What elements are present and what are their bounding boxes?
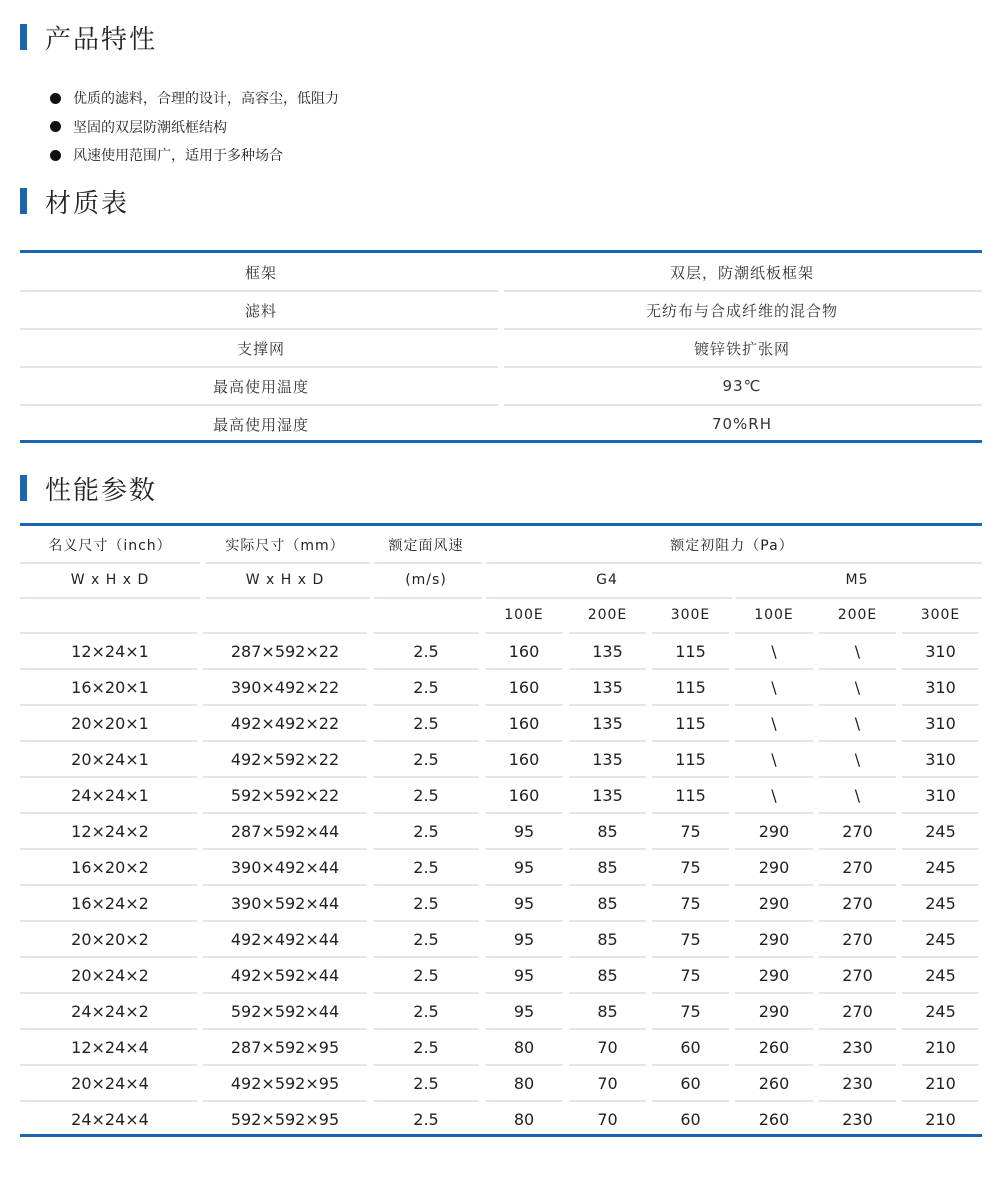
cell-m5-100e: 290	[758, 965, 790, 985]
table-row	[20, 670, 982, 704]
cell-m5-200e: 270	[842, 1001, 873, 1021]
cell-g4-300e: 115	[675, 641, 706, 661]
cell-m5-200e: \	[854, 677, 861, 697]
cell-face-velocity: 2.5	[413, 1109, 439, 1129]
cell-m5-200e: 270	[842, 821, 873, 841]
cell-m5-300e: 245	[925, 821, 956, 841]
cell-g4-100e: 95	[513, 821, 535, 841]
cell-nominal-size: 20×20×2	[71, 929, 149, 949]
cell-face-velocity: 2.5	[413, 713, 439, 733]
feature-list	[50, 84, 339, 170]
cell-nominal-size: 12×24×1	[71, 641, 149, 661]
table-row	[20, 886, 982, 920]
header-g4-200e: 200E	[587, 607, 628, 623]
cell-g4-200e: 70	[597, 1109, 618, 1129]
cell-nominal-size: 24×24×1	[71, 785, 149, 805]
cell-g4-300e: 75	[680, 965, 701, 985]
performance-table-bottom-rule	[20, 1134, 982, 1137]
cell-g4-200e: 135	[592, 749, 623, 769]
cell-nominal-size: 20×24×2	[71, 965, 149, 985]
material-value: 无纺布与合成纤维的混合物	[645, 301, 838, 320]
table-row	[20, 922, 982, 956]
header-row	[20, 598, 982, 632]
cell-m5-200e: 270	[842, 893, 873, 913]
material-row	[20, 253, 982, 291]
cell-g4-200e: 70	[597, 1073, 618, 1093]
cell-face-velocity: 2.5	[413, 821, 439, 841]
header-nominal-size: 名义尺寸（inch）	[48, 538, 172, 554]
cell-g4-300e: 60	[680, 1109, 701, 1129]
cell-g4-200e: 135	[592, 641, 623, 661]
cell-m5-300e: 310	[925, 785, 956, 805]
materials-title: 材质表	[45, 188, 130, 219]
section-marker	[20, 24, 27, 50]
header-m5: M5	[845, 572, 869, 588]
cell-g4-200e: 85	[597, 1001, 618, 1021]
cell-face-velocity: 2.5	[413, 677, 439, 697]
cell-face-velocity: 2.5	[413, 749, 439, 769]
cell-m5-300e: 310	[925, 713, 956, 733]
cell-g4-100e: 160	[508, 677, 540, 697]
cell-g4-100e: 95	[513, 857, 535, 877]
feature-item: 优质的滤料，合理的设计，高容尘，低阻力	[50, 84, 339, 113]
cell-m5-300e: 245	[925, 857, 956, 877]
feature-item: 风速使用范围广，适用于多种场合	[50, 141, 339, 170]
cell-g4-300e: 75	[680, 857, 701, 877]
bullet-dot-icon	[50, 93, 61, 104]
cell-m5-200e: 270	[842, 857, 873, 877]
material-value: 93℃	[722, 377, 762, 395]
cell-g4-200e: 85	[597, 929, 618, 949]
cell-g4-200e: 85	[597, 893, 618, 913]
cell-m5-200e: \	[854, 749, 861, 769]
cell-face-velocity: 2.5	[413, 1073, 439, 1093]
cell-face-velocity: 2.5	[413, 1001, 439, 1021]
materials-table-bottom-rule	[20, 440, 982, 443]
cell-g4-200e: 135	[592, 785, 623, 805]
material-label: 最高使用湿度	[212, 415, 309, 434]
header-row	[20, 528, 982, 562]
cell-actual-size: 592×592×44	[230, 1001, 340, 1021]
cell-g4-100e: 80	[513, 1073, 535, 1093]
cell-m5-100e: 260	[758, 1109, 790, 1129]
cell-nominal-size: 20×24×1	[71, 749, 149, 769]
cell-g4-300e: 75	[680, 821, 701, 841]
cell-g4-100e: 160	[508, 785, 540, 805]
table-row	[20, 994, 982, 1028]
cell-g4-100e: 80	[513, 1109, 535, 1129]
cell-nominal-size: 20×24×4	[71, 1073, 149, 1093]
features-section-title	[20, 22, 158, 55]
cell-actual-size: 492×492×22	[230, 713, 340, 733]
cell-g4-100e: 160	[508, 749, 540, 769]
cell-m5-300e: 245	[925, 893, 956, 913]
cell-m5-300e: 210	[925, 1073, 956, 1093]
cell-m5-200e: \	[854, 713, 861, 733]
cell-actual-size: 390×592×44	[230, 893, 340, 913]
cell-g4-100e: 95	[513, 1001, 535, 1021]
cell-m5-200e: \	[854, 785, 861, 805]
material-value: 双层，防潮纸板框架	[669, 263, 814, 282]
header-velocity-unit: (m/s)	[405, 572, 447, 588]
table-row	[20, 1102, 982, 1136]
cell-nominal-size: 12×24×2	[71, 821, 149, 841]
material-row	[20, 405, 982, 443]
bullet-dot-icon	[50, 121, 61, 132]
cell-m5-300e: 310	[925, 641, 956, 661]
cell-g4-300e: 115	[675, 677, 706, 697]
table-row	[20, 742, 982, 776]
feature-item: 坚固的双层防潮纸框结构	[50, 113, 339, 142]
header-row	[20, 563, 982, 597]
cell-actual-size: 592×592×22	[230, 785, 340, 805]
header-face-velocity: 额定面风速	[388, 538, 464, 554]
cell-g4-300e: 60	[680, 1073, 701, 1093]
cell-m5-100e: 290	[758, 1001, 790, 1021]
cell-nominal-size: 12×24×4	[71, 1037, 149, 1057]
cell-m5-200e: 270	[842, 965, 873, 985]
cell-m5-200e: 270	[842, 929, 873, 949]
material-row	[20, 291, 982, 329]
material-value: 镀锌铁扩张网	[693, 339, 790, 358]
cell-m5-300e: 245	[925, 1001, 956, 1021]
cell-g4-200e: 135	[592, 677, 623, 697]
cell-m5-100e: 290	[758, 893, 790, 913]
cell-m5-200e: 230	[842, 1109, 873, 1129]
cell-actual-size: 287×592×22	[230, 641, 340, 661]
table-row	[20, 814, 982, 848]
performance-title: 性能参数	[45, 475, 158, 506]
cell-nominal-size: 16×20×1	[71, 677, 149, 697]
cell-g4-300e: 115	[675, 749, 706, 769]
cell-m5-200e: \	[854, 641, 861, 661]
cell-actual-size: 492×592×22	[230, 749, 340, 769]
header-g4: G4	[596, 572, 618, 588]
materials-section-title	[20, 186, 130, 219]
header-g4-100e: 100E	[504, 607, 544, 623]
material-value: 70%RH	[711, 415, 773, 433]
cell-m5-200e: 230	[842, 1037, 873, 1057]
cell-g4-300e: 60	[680, 1037, 701, 1057]
table-row	[20, 706, 982, 740]
cell-m5-300e: 245	[925, 965, 956, 985]
material-row	[20, 367, 982, 405]
cell-m5-300e: 245	[925, 929, 956, 949]
cell-g4-200e: 85	[597, 821, 618, 841]
cell-actual-size: 592×592×95	[230, 1109, 340, 1129]
section-marker	[20, 188, 27, 214]
cell-face-velocity: 2.5	[413, 893, 439, 913]
material-label: 支撑网	[236, 339, 285, 358]
cell-g4-300e: 115	[675, 785, 706, 805]
header-actual-dims: W x H x D	[245, 572, 325, 588]
cell-g4-200e: 135	[592, 713, 623, 733]
cell-m5-100e: 290	[758, 929, 790, 949]
cell-actual-size: 390×492×22	[230, 677, 340, 697]
cell-g4-300e: 75	[680, 893, 701, 913]
cell-actual-size: 287×592×95	[230, 1037, 340, 1057]
header-initial-resistance: 额定初阻力（Pa）	[670, 538, 794, 554]
cell-m5-100e: \	[771, 677, 777, 697]
cell-actual-size: 287×592×44	[230, 821, 340, 841]
cell-nominal-size: 16×20×2	[71, 857, 149, 877]
cell-face-velocity: 2.5	[413, 965, 439, 985]
cell-face-velocity: 2.5	[413, 929, 439, 949]
cell-m5-300e: 210	[925, 1037, 956, 1057]
cell-m5-100e: \	[771, 641, 777, 661]
table-row	[20, 778, 982, 812]
table-row	[20, 634, 982, 668]
cell-m5-100e: \	[771, 785, 777, 805]
cell-m5-300e: 310	[925, 677, 956, 697]
cell-m5-100e: 290	[758, 857, 790, 877]
performance-section-title	[20, 473, 158, 506]
cell-face-velocity: 2.5	[413, 785, 439, 805]
cell-m5-200e: 230	[842, 1073, 873, 1093]
header-g4-300e: 300E	[670, 607, 711, 623]
bullet-dot-icon	[50, 150, 61, 161]
header-m5-300e: 300E	[920, 607, 961, 623]
material-row	[20, 329, 982, 367]
cell-g4-300e: 75	[680, 929, 701, 949]
cell-actual-size: 492×592×44	[230, 965, 340, 985]
cell-g4-100e: 80	[513, 1037, 535, 1057]
cell-nominal-size: 16×24×2	[71, 893, 149, 913]
section-marker	[20, 475, 27, 501]
table-row	[20, 1066, 982, 1100]
cell-m5-100e: 290	[758, 821, 790, 841]
cell-face-velocity: 2.5	[413, 1037, 439, 1057]
material-label: 最高使用温度	[212, 377, 309, 396]
cell-nominal-size: 24×24×4	[71, 1109, 149, 1129]
cell-m5-100e: 260	[758, 1073, 790, 1093]
cell-g4-100e: 95	[513, 929, 535, 949]
features-title: 产品特性	[45, 24, 158, 55]
cell-nominal-size: 24×24×2	[71, 1001, 149, 1021]
cell-m5-300e: 310	[925, 749, 956, 769]
cell-g4-200e: 85	[597, 965, 618, 985]
cell-m5-100e: \	[771, 713, 777, 733]
cell-m5-300e: 210	[925, 1109, 956, 1129]
cell-actual-size: 492×492×44	[230, 929, 340, 949]
cell-m5-100e: 260	[758, 1037, 790, 1057]
material-label: 滤料	[244, 301, 277, 320]
cell-g4-300e: 75	[680, 1001, 701, 1021]
cell-g4-200e: 85	[597, 857, 618, 877]
table-row	[20, 1030, 982, 1064]
cell-nominal-size: 20×20×1	[71, 713, 149, 733]
cell-m5-100e: \	[771, 749, 777, 769]
cell-face-velocity: 2.5	[413, 857, 439, 877]
table-row	[20, 958, 982, 992]
cell-g4-100e: 160	[508, 713, 540, 733]
cell-g4-100e: 95	[513, 893, 535, 913]
table-row	[20, 850, 982, 884]
cell-actual-size: 492×592×95	[230, 1073, 340, 1093]
cell-face-velocity: 2.5	[413, 641, 439, 661]
header-nominal-dims: W x H x D	[70, 572, 150, 588]
cell-g4-100e: 160	[508, 641, 540, 661]
header-m5-100e: 100E	[754, 607, 794, 623]
cell-actual-size: 390×492×44	[230, 857, 340, 877]
performance-table-top-rule	[20, 523, 982, 526]
header-actual-size: 实际尺寸（mm）	[225, 538, 345, 554]
cell-g4-100e: 95	[513, 965, 535, 985]
header-m5-200e: 200E	[837, 607, 878, 623]
cell-g4-300e: 115	[675, 713, 706, 733]
material-label: 框架	[244, 263, 277, 282]
cell-g4-200e: 70	[597, 1037, 618, 1057]
